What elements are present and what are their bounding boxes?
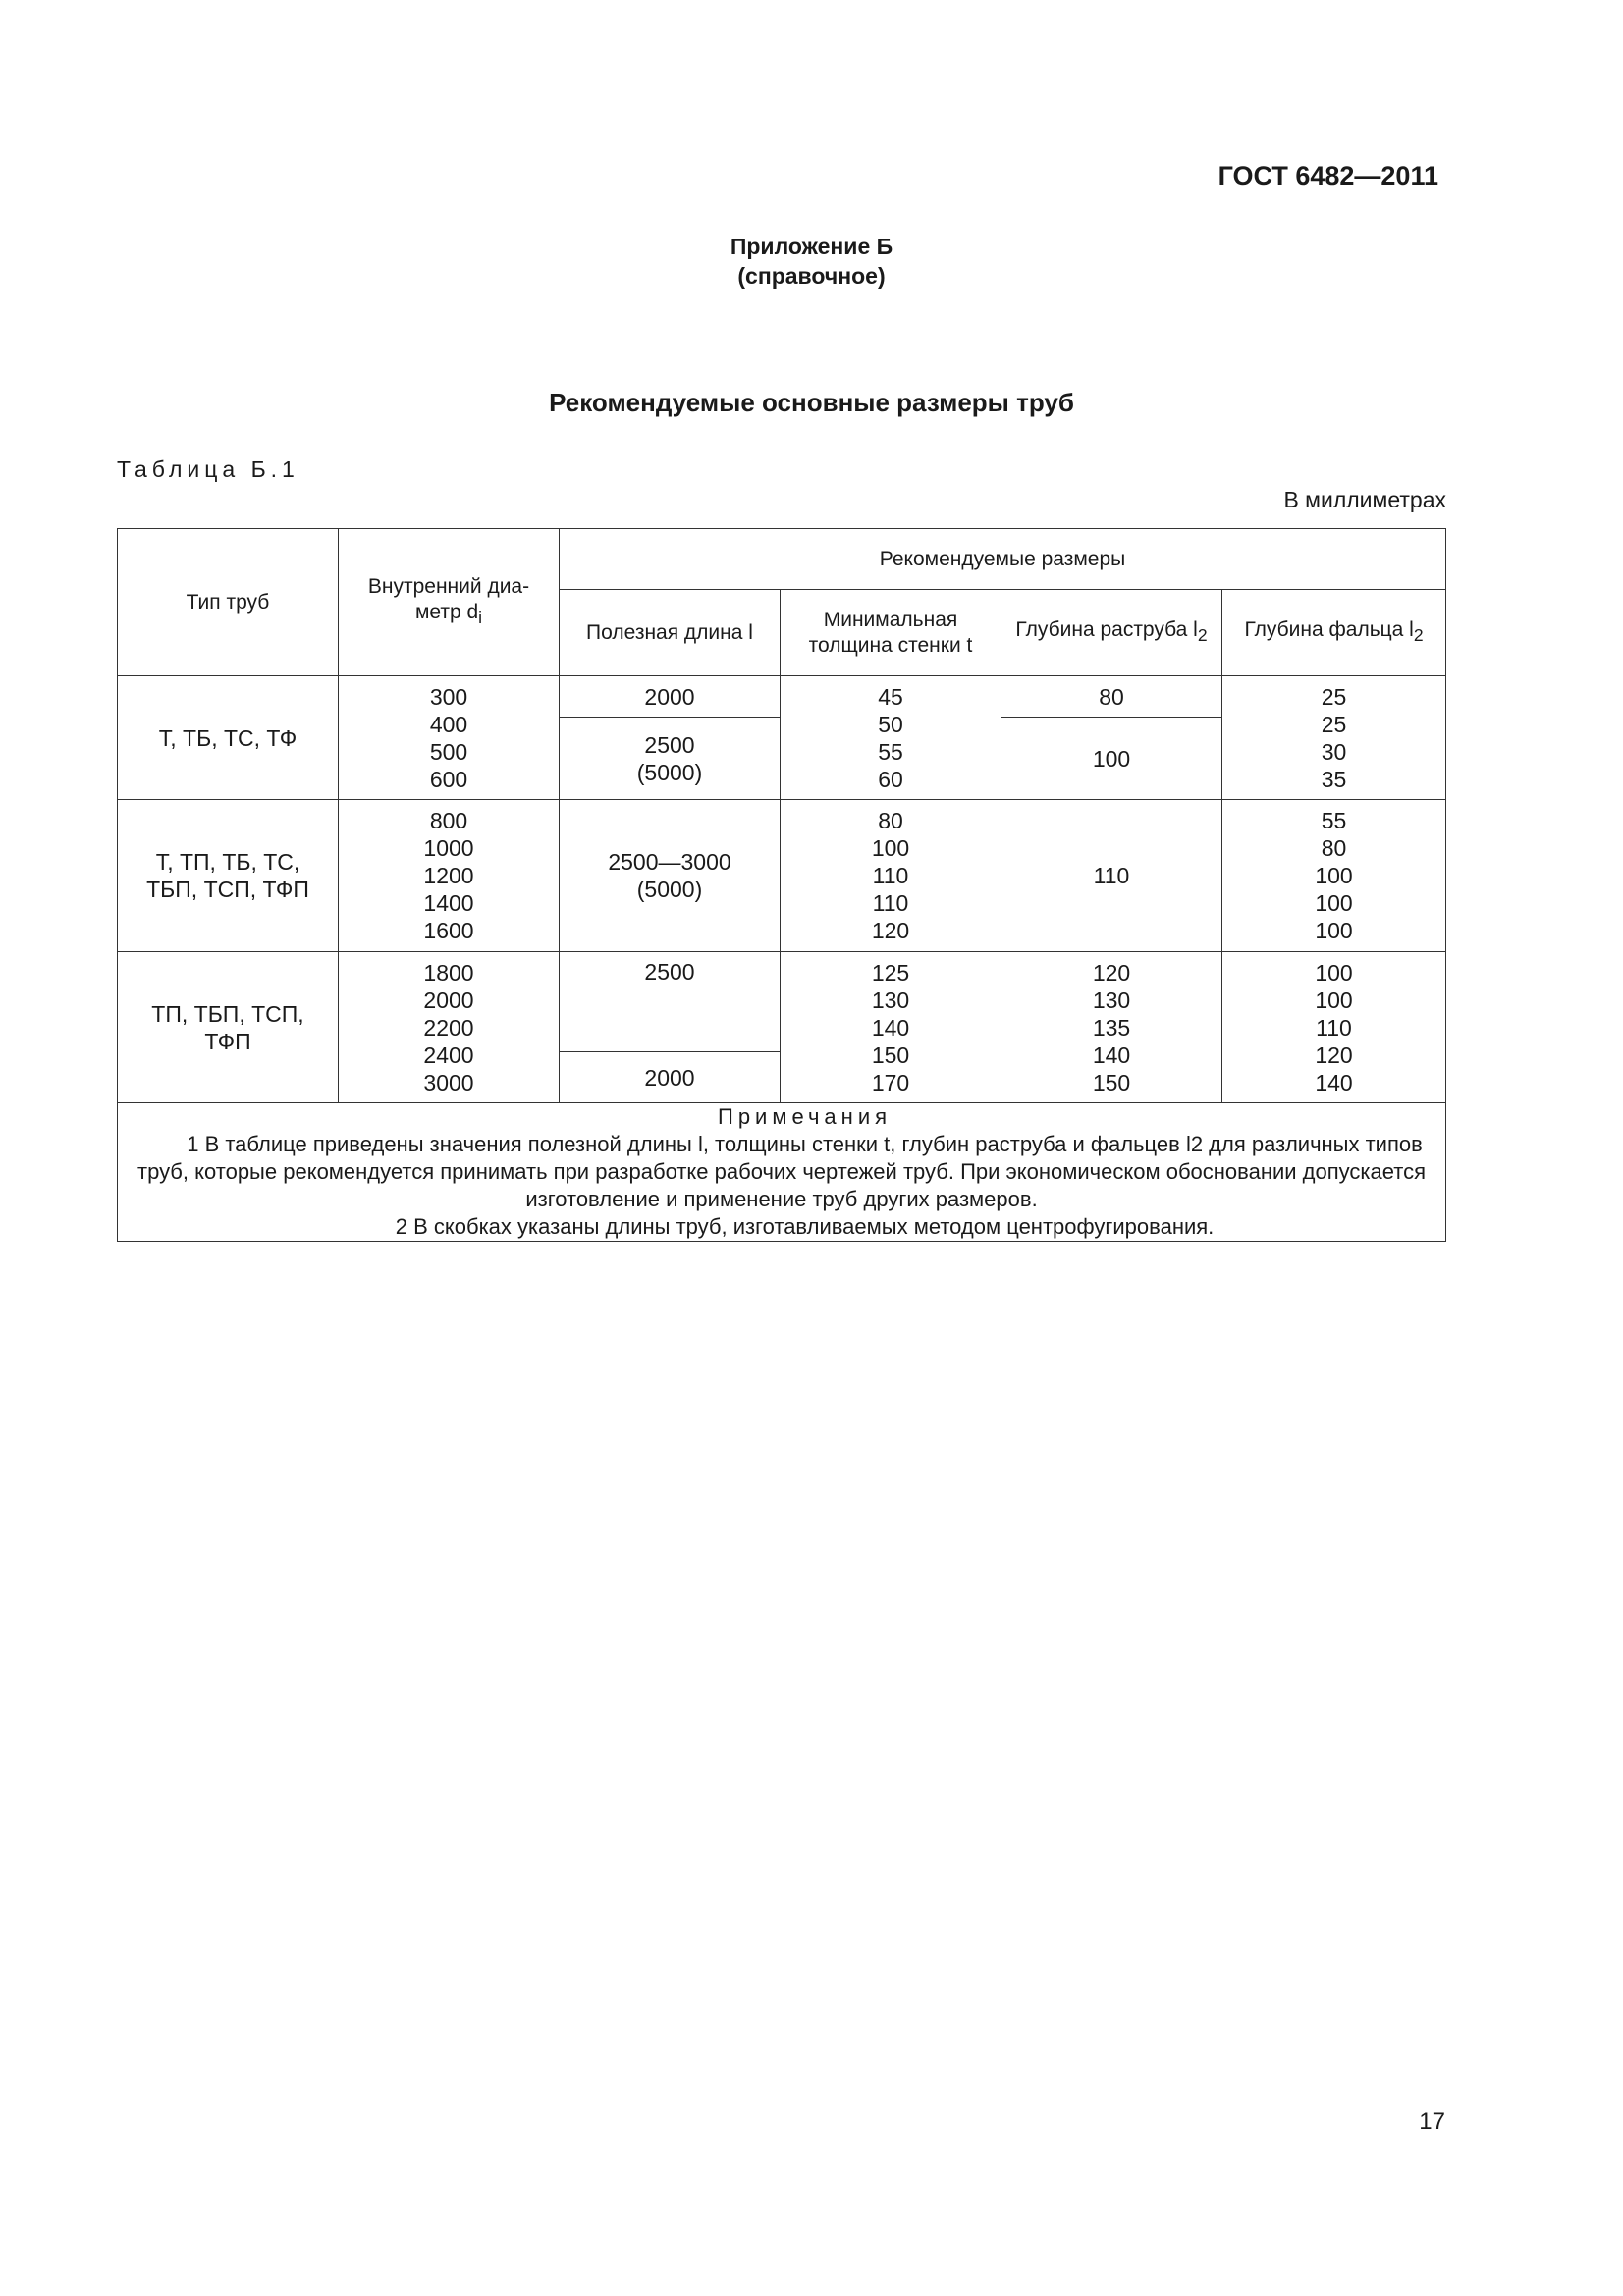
header-pipe-type: Тип труб bbox=[118, 529, 339, 676]
header-wall-thickness: Минимальная толщина стенки t bbox=[781, 590, 1001, 676]
cell-length: 2500—3000 (5000) bbox=[560, 800, 781, 952]
cell-diameters: 1800 2000 2200 2400 3000 bbox=[339, 952, 560, 1103]
cell-socket: 120 130 135 140 150 bbox=[1001, 952, 1222, 1103]
header-rebate-depth: Глубина фальца $l_2$ bbox=[1222, 590, 1446, 676]
cell-diameters: 800 1000 1200 1400 1600 bbox=[339, 800, 560, 952]
cell-walls: 45 50 55 60 bbox=[781, 676, 1001, 800]
notes-row bbox=[118, 1103, 1446, 1242]
cell-socket: 80 bbox=[1001, 676, 1222, 718]
note-1: 1 В таблице приведены значения полезной длины l, толщины стенки t, глубин раструба и фальцев l2 для различных типов труб, которые рекомендуется принимать при разработке рабочих чертежей труб. При экономическом обосновании допускается изготовление и применение труб других размеров. bbox=[137, 1132, 1427, 1211]
table-units: В миллиметрах bbox=[1283, 487, 1446, 512]
cell-length: 2000 bbox=[560, 676, 781, 718]
dimensions-table bbox=[117, 528, 1446, 1242]
header-useful-length: Полезная длина l bbox=[560, 590, 781, 676]
cell-pipe-type: Т, ТБ, ТС, ТФ bbox=[118, 676, 339, 800]
table-notes bbox=[118, 1103, 1446, 1242]
cell-length: 2500 (5000) bbox=[560, 718, 781, 800]
standard-number: ГОСТ 6482—2011 bbox=[1217, 161, 1438, 190]
cell-socket: 100 bbox=[1001, 718, 1222, 800]
annex-name: Приложение Б bbox=[730, 234, 893, 259]
cell-pipe-type: Т, ТП, ТБ, ТС, ТБП, ТСП, ТФП bbox=[118, 800, 339, 952]
cell-pipe-type: ТП, ТБП, ТСП, ТФП bbox=[118, 952, 339, 1103]
cell-length: 2000 bbox=[560, 1052, 781, 1103]
table-row bbox=[118, 676, 1446, 718]
cell-rebates: 25 25 30 35 bbox=[1222, 676, 1446, 800]
cell-length: 2500 bbox=[560, 952, 781, 1052]
table-label: Таблица Б.1 bbox=[117, 456, 299, 482]
cell-socket: 110 bbox=[1001, 800, 1222, 952]
cell-rebates: 100 100 110 120 140 bbox=[1222, 952, 1446, 1103]
annex-heading bbox=[0, 232, 1623, 291]
table-row bbox=[118, 800, 1446, 952]
cell-walls: 125 130 140 150 170 bbox=[781, 952, 1001, 1103]
cell-walls: 80 100 110 110 120 bbox=[781, 800, 1001, 952]
notes-title: Примечания bbox=[718, 1104, 893, 1129]
page-number: 17 bbox=[1419, 2109, 1445, 2135]
cell-rebates: 55 80 100 100 100 bbox=[1222, 800, 1446, 952]
header-recommended-sizes: Рекомендуемые размеры bbox=[560, 529, 1446, 590]
note-2: 2 В скобках указаны длины труб, изготавливаемых методом центрофугирования. bbox=[395, 1214, 1215, 1239]
header-socket-depth: Глубина раструба $l_2$ bbox=[1001, 590, 1222, 676]
page-title: Рекомендуемые основные размеры труб bbox=[549, 388, 1074, 417]
header-inner-diameter: Внутренний диа- метр $d_i$ bbox=[339, 529, 560, 676]
cell-diameters: 300 400 500 600 bbox=[339, 676, 560, 800]
table-row bbox=[118, 952, 1446, 1052]
annex-kind: (справочное) bbox=[737, 263, 886, 289]
